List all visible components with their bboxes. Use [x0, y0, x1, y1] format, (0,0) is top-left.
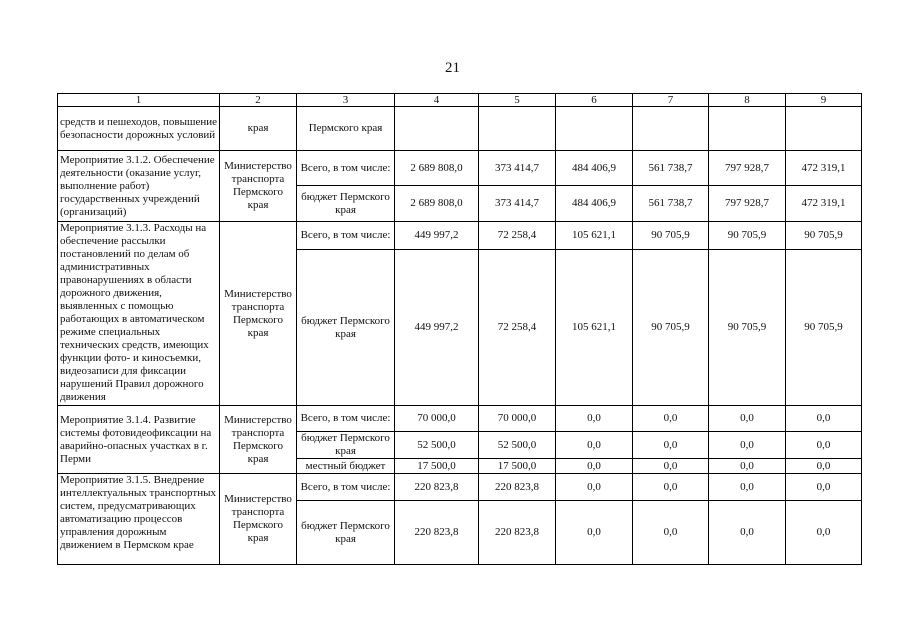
funding-source: Всего, в том числе:	[297, 474, 395, 501]
measure-name: средств и пешеходов, повышение безопасности дорожных условий	[58, 107, 220, 151]
value-cell: 561 738,7	[633, 151, 709, 186]
value-cell: 105 621,1	[556, 222, 633, 250]
value-cell: 90 705,9	[786, 222, 862, 250]
value-cell: 2 689 808,0	[395, 186, 479, 222]
measure-name: Мероприятие 3.1.2. Обеспечение деятельности (оказание услуг, выполнение работ) государственных учреждений (организаций)	[58, 151, 220, 222]
funding-source: бюджет Пермского края	[297, 501, 395, 565]
executor: Министерство транспорта Пермского края	[220, 151, 297, 222]
value-cell: 0,0	[786, 501, 862, 565]
table-row	[58, 222, 862, 250]
header-cell: 9	[786, 94, 862, 107]
measure-name: Мероприятие 3.1.3. Расходы на обеспечение рассылки постановлений по делам об административных правонарушениях в области дорожного движения, выявленных с помощью работающих в автоматическом режиме специальных технических средств, имеющих функции фото- и киносъемки, видеозаписи для фиксации нарушений Правил дорожного движения	[58, 222, 220, 406]
value-cell: 561 738,7	[633, 186, 709, 222]
value-cell: 373 414,7	[479, 186, 556, 222]
value-cell: 797 928,7	[709, 151, 786, 186]
value-cell: 90 705,9	[709, 250, 786, 406]
value-cell: 70 000,0	[395, 406, 479, 432]
value-cell: 0,0	[633, 474, 709, 501]
header-cell: 3	[297, 94, 395, 107]
executor: Министерство транспорта Пермского края	[220, 406, 297, 474]
measure-name: Мероприятие 3.1.4. Развитие системы фотовидеофиксации на аварийно-опасных участках в г. Перми	[58, 406, 220, 474]
value-cell: 220 823,8	[395, 474, 479, 501]
value-cell: 0,0	[709, 459, 786, 474]
value-cell: 90 705,9	[709, 222, 786, 250]
page-number: 21	[445, 60, 460, 76]
value-cell: 0,0	[786, 406, 862, 432]
value-cell: 0,0	[633, 432, 709, 459]
value-cell: 0,0	[786, 459, 862, 474]
value-cell: 52 500,0	[479, 432, 556, 459]
funding-source: Пермского края	[297, 107, 395, 151]
value-cell: 797 928,7	[709, 186, 786, 222]
value-cell: 0,0	[709, 432, 786, 459]
value-cell: 17 500,0	[479, 459, 556, 474]
measure-name: Мероприятие 3.1.5. Внедрение интеллектуальных транспортных систем, предусматривающих автоматизацию процессов управления дорожным движением в Пермском крае	[58, 474, 220, 565]
executor: Министерство транспорта Пермского края	[220, 474, 297, 565]
funding-source: местный бюджет	[297, 459, 395, 474]
header-cell: 2	[220, 94, 297, 107]
table-row	[58, 406, 862, 432]
funding-source: бюджет Пермского края	[297, 186, 395, 222]
value-cell: 0,0	[556, 459, 633, 474]
funding-source: Всего, в том числе:	[297, 151, 395, 186]
value-cell: 0,0	[709, 501, 786, 565]
header-cell: 7	[633, 94, 709, 107]
executor: края	[220, 107, 297, 151]
value-cell: 105 621,1	[556, 250, 633, 406]
value-cell: 449 997,2	[395, 250, 479, 406]
value-cell: 0,0	[556, 501, 633, 565]
header-cell: 1	[58, 94, 220, 107]
value-cell: 0,0	[633, 501, 709, 565]
value-cell: 0,0	[556, 474, 633, 501]
value-cell: 70 000,0	[479, 406, 556, 432]
value-cell: 17 500,0	[395, 459, 479, 474]
value-cell: 484 406,9	[556, 186, 633, 222]
value-cell: 90 705,9	[633, 222, 709, 250]
value-cell: 472 319,1	[786, 186, 862, 222]
value-cell: 90 705,9	[633, 250, 709, 406]
value-cell: 373 414,7	[479, 151, 556, 186]
value-cell: 2 689 808,0	[395, 151, 479, 186]
value-cell: 0,0	[633, 406, 709, 432]
continuation-row	[58, 107, 862, 151]
value-cell: 0,0	[633, 459, 709, 474]
value-cell: 484 406,9	[556, 151, 633, 186]
table-row	[58, 151, 862, 186]
header-cell: 6	[556, 94, 633, 107]
value-cell: 0,0	[709, 406, 786, 432]
value-cell: 220 823,8	[479, 501, 556, 565]
value-cell: 449 997,2	[395, 222, 479, 250]
value-cell: 0,0	[786, 474, 862, 501]
value-cell: 0,0	[556, 432, 633, 459]
header-row	[58, 94, 862, 107]
funding-source: бюджет Пермского края	[297, 250, 395, 406]
value-cell: 90 705,9	[786, 250, 862, 406]
value-cell: 0,0	[709, 474, 786, 501]
budget-table	[57, 93, 862, 565]
value-cell: 0,0	[556, 406, 633, 432]
value-cell: 472 319,1	[786, 151, 862, 186]
executor: Министерство транспорта Пермского края	[220, 222, 297, 406]
value-cell: 72 258,4	[479, 222, 556, 250]
funding-source: бюджет Пермского края	[297, 432, 395, 459]
value-cell: 220 823,8	[479, 474, 556, 501]
funding-source: Всего, в том числе:	[297, 222, 395, 250]
value-cell: 0,0	[786, 432, 862, 459]
header-cell: 5	[479, 94, 556, 107]
header-cell: 8	[709, 94, 786, 107]
header-cell: 4	[395, 94, 479, 107]
value-cell: 52 500,0	[395, 432, 479, 459]
value-cell: 72 258,4	[479, 250, 556, 406]
table-row	[58, 474, 862, 501]
value-cell: 220 823,8	[395, 501, 479, 565]
funding-source: Всего, в том числе:	[297, 406, 395, 432]
